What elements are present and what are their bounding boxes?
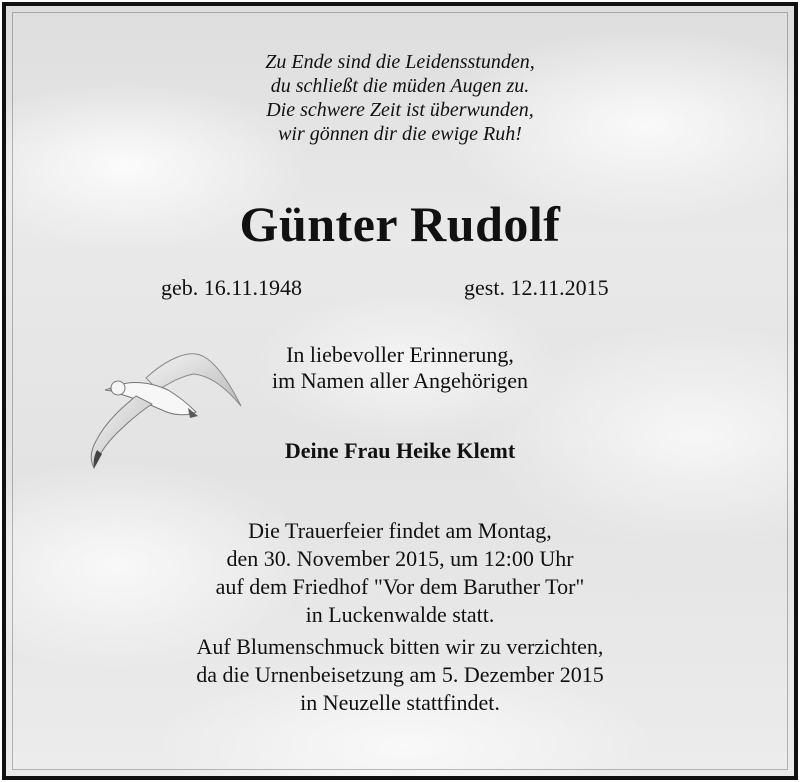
death-date: gest. 12.11.2015 [464, 275, 609, 300]
obituary-notice [2, 2, 798, 780]
verse-line: Zu Ende sind die Leidensstunden, [265, 51, 535, 73]
remembrance-line: In liebevoller Erinnerung, [286, 342, 514, 367]
funeral-line: auf dem Friedhof "Vor dem Baruther Tor" [215, 574, 585, 599]
funeral-line: in Luckenwalde statt. [305, 602, 495, 627]
birth-date: geb. 16.11.1948 [161, 275, 302, 300]
funeral-line: den 30. November 2015, um 12:00 Uhr [226, 546, 574, 571]
flowers-line: da die Urnenbeisetzung am 5. Dezember 2015 [196, 662, 604, 687]
flowers-line: in Neuzelle stattfindet. [300, 690, 500, 715]
verse-line: Die schwere Zeit ist überwunden, [266, 99, 534, 121]
remembrance-line: im Namen aller Angehörigen [272, 368, 528, 393]
signer-name: Deine Frau Heike Klemt [284, 438, 516, 463]
deceased-name: Günter Rudolf [239, 196, 561, 252]
funeral-line: Die Trauerfeier findet am Montag, [248, 518, 552, 543]
verse-line: du schließt die müden Augen zu. [270, 75, 530, 97]
verse-line: wir gönnen dir die ewige Ruh! [278, 123, 522, 145]
flowers-line: Auf Blumenschmuck bitten wir zu verzichten, [196, 634, 604, 659]
